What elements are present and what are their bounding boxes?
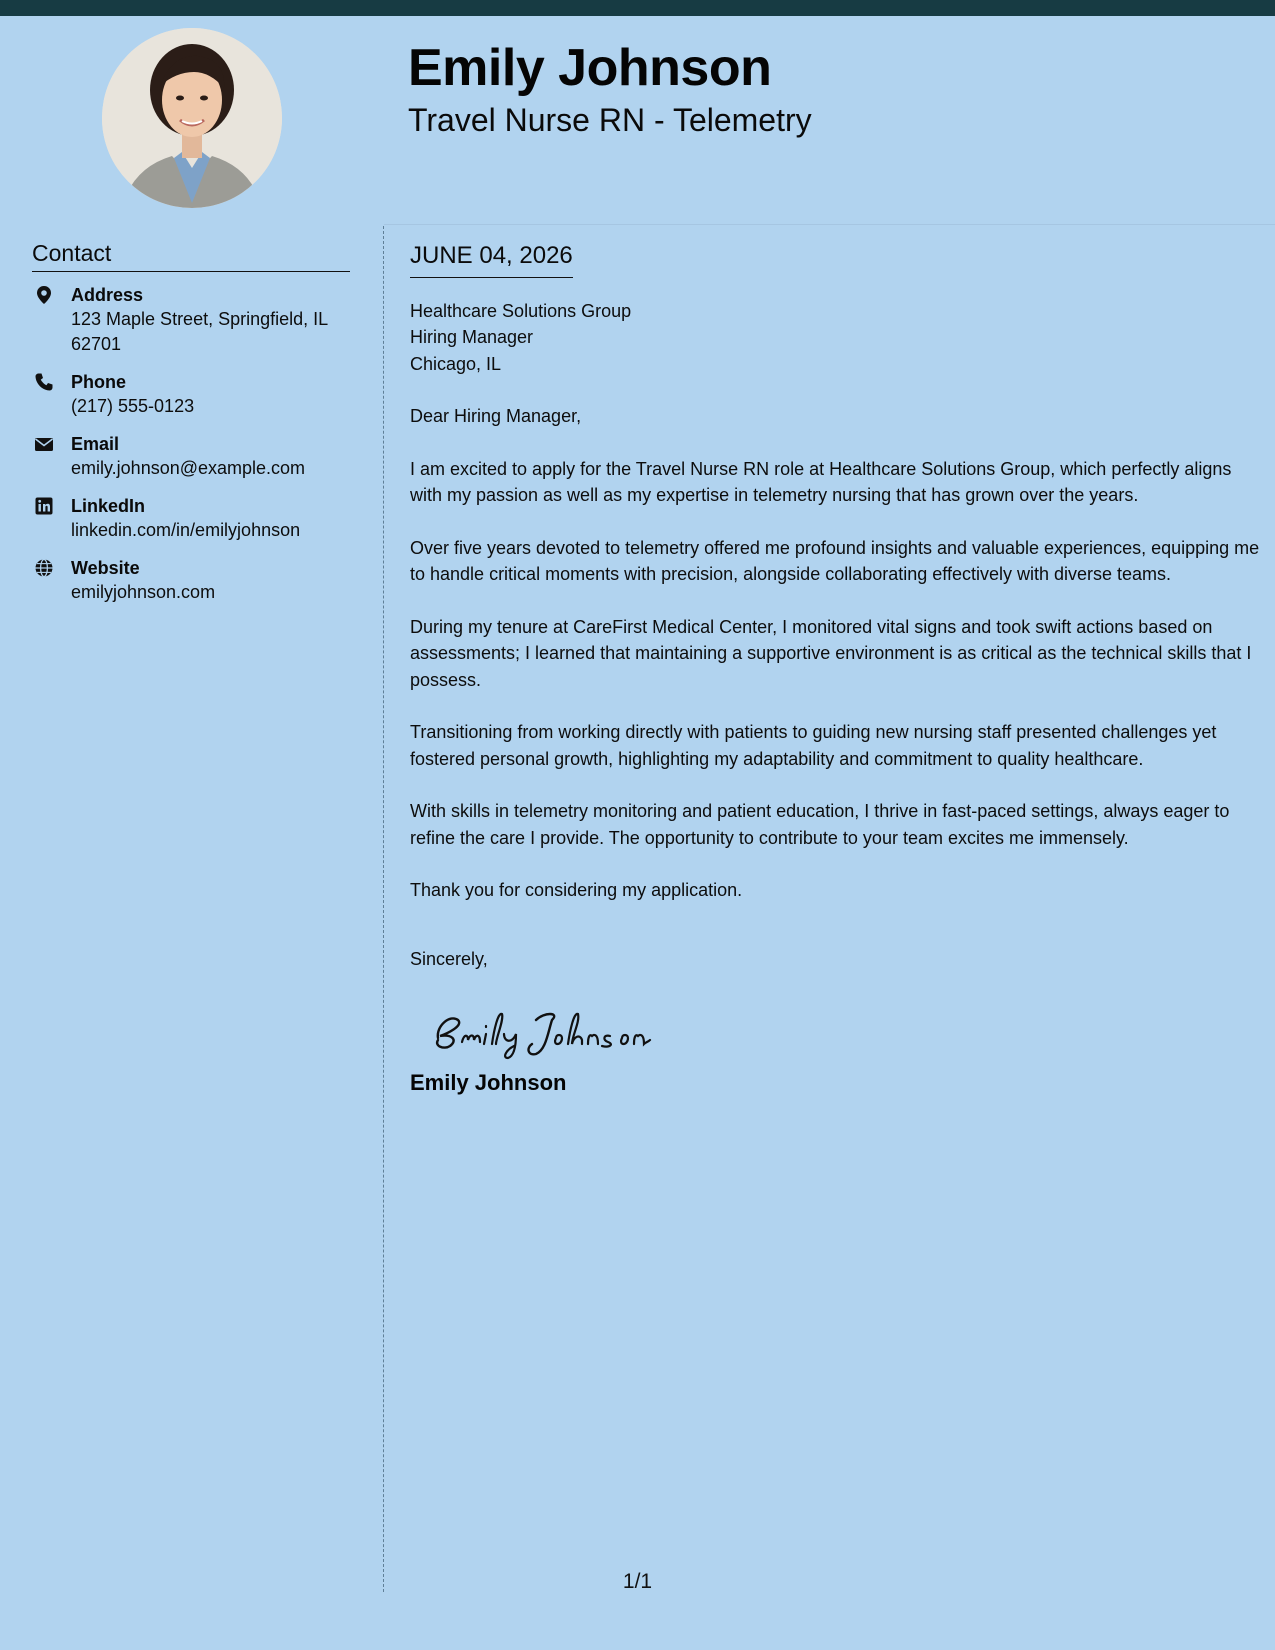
contact-value: (217) 555-0123 [71,396,195,416]
letter-paragraph: Transitioning from working directly with patients to guiding new nursing staff presented challenges yet fostered personal growth, highlighting my adaptability and commitment to quality healthcare. [410,722,1217,769]
signer-name: Emily Johnson [410,1070,567,1096]
letter-paragraph: I am excited to apply for the Travel Nurse RN role at Healthcare Solutions Group, which perfectly aligns with my passion as well as my expertise in telemetry nursing that has grown over the years. [410,458,1232,506]
contact-item-phone [32,370,352,419]
recipient-company: Healthcare Solutions Group [410,300,632,321]
contact-label: Website [71,558,140,578]
contact-item-website [32,556,352,605]
contact-label: LinkedIn [71,496,146,516]
recipient-location: Chicago, IL [410,353,502,374]
letter-paragraph: Over five years devoted to telemetry offered me profound insights and valuable experiences, equipping me to handle critical moments with precision, alongside collaborating effectively with diverse teams. [410,537,1260,585]
contact-label: Address [71,285,144,305]
recipient-block [410,298,1260,378]
recipient-title: Hiring Manager [410,327,534,348]
job-title: Travel Nurse RN - Telemetry [408,102,812,138]
page-number: 1/1 [622,1570,653,1593]
globe-icon [34,558,54,578]
contact-item-email [32,432,352,481]
profile-photo [102,28,282,208]
map-pin-icon [34,285,54,305]
letter-paragraph: Thank you for considering my application. [410,880,743,901]
top-accent-bar [0,0,1275,16]
contact-heading: Contact [32,240,350,272]
handwritten-signature [428,990,1260,1066]
contact-list [32,283,352,618]
envelope-icon [34,434,54,454]
applicant-name: Emily Johnson [408,39,772,97]
contact-value: emilyjohnson.com [71,582,216,602]
letter-date: JUNE 04, 2026 [410,242,573,278]
letter-paragraph: During my tenure at CareFirst Medical Center, I monitored vital signs and took swift actions based on assessments; I learned that maintaining a supportive environment is as critical as the technical skills that I possess. [410,616,1252,690]
header-divider [384,224,1275,225]
contact-label: Phone [71,372,127,392]
letter-paragraph: With skills in telemetry monitoring and patient education, I thrive in fast-paced settings, always eager to refine the care I provide. The opportunity to contribute to your team excites me immensely. [410,801,1230,848]
phone-icon [34,372,54,392]
contact-value: 123 Maple Street, Springfield, IL 62701 [71,309,328,354]
linkedin-icon [34,496,54,516]
contact-value: emily.johnson@example.com [71,458,306,478]
contact-value: linkedin.com/in/emilyjohnson [71,520,301,540]
closing: Sincerely, [410,948,488,969]
contact-item-address [32,283,352,357]
letter-body [410,242,1260,1097]
contact-label: Email [71,434,120,454]
salutation: Dear Hiring Manager, [410,406,582,427]
column-divider [383,226,384,1592]
contact-item-linkedin [32,494,352,543]
